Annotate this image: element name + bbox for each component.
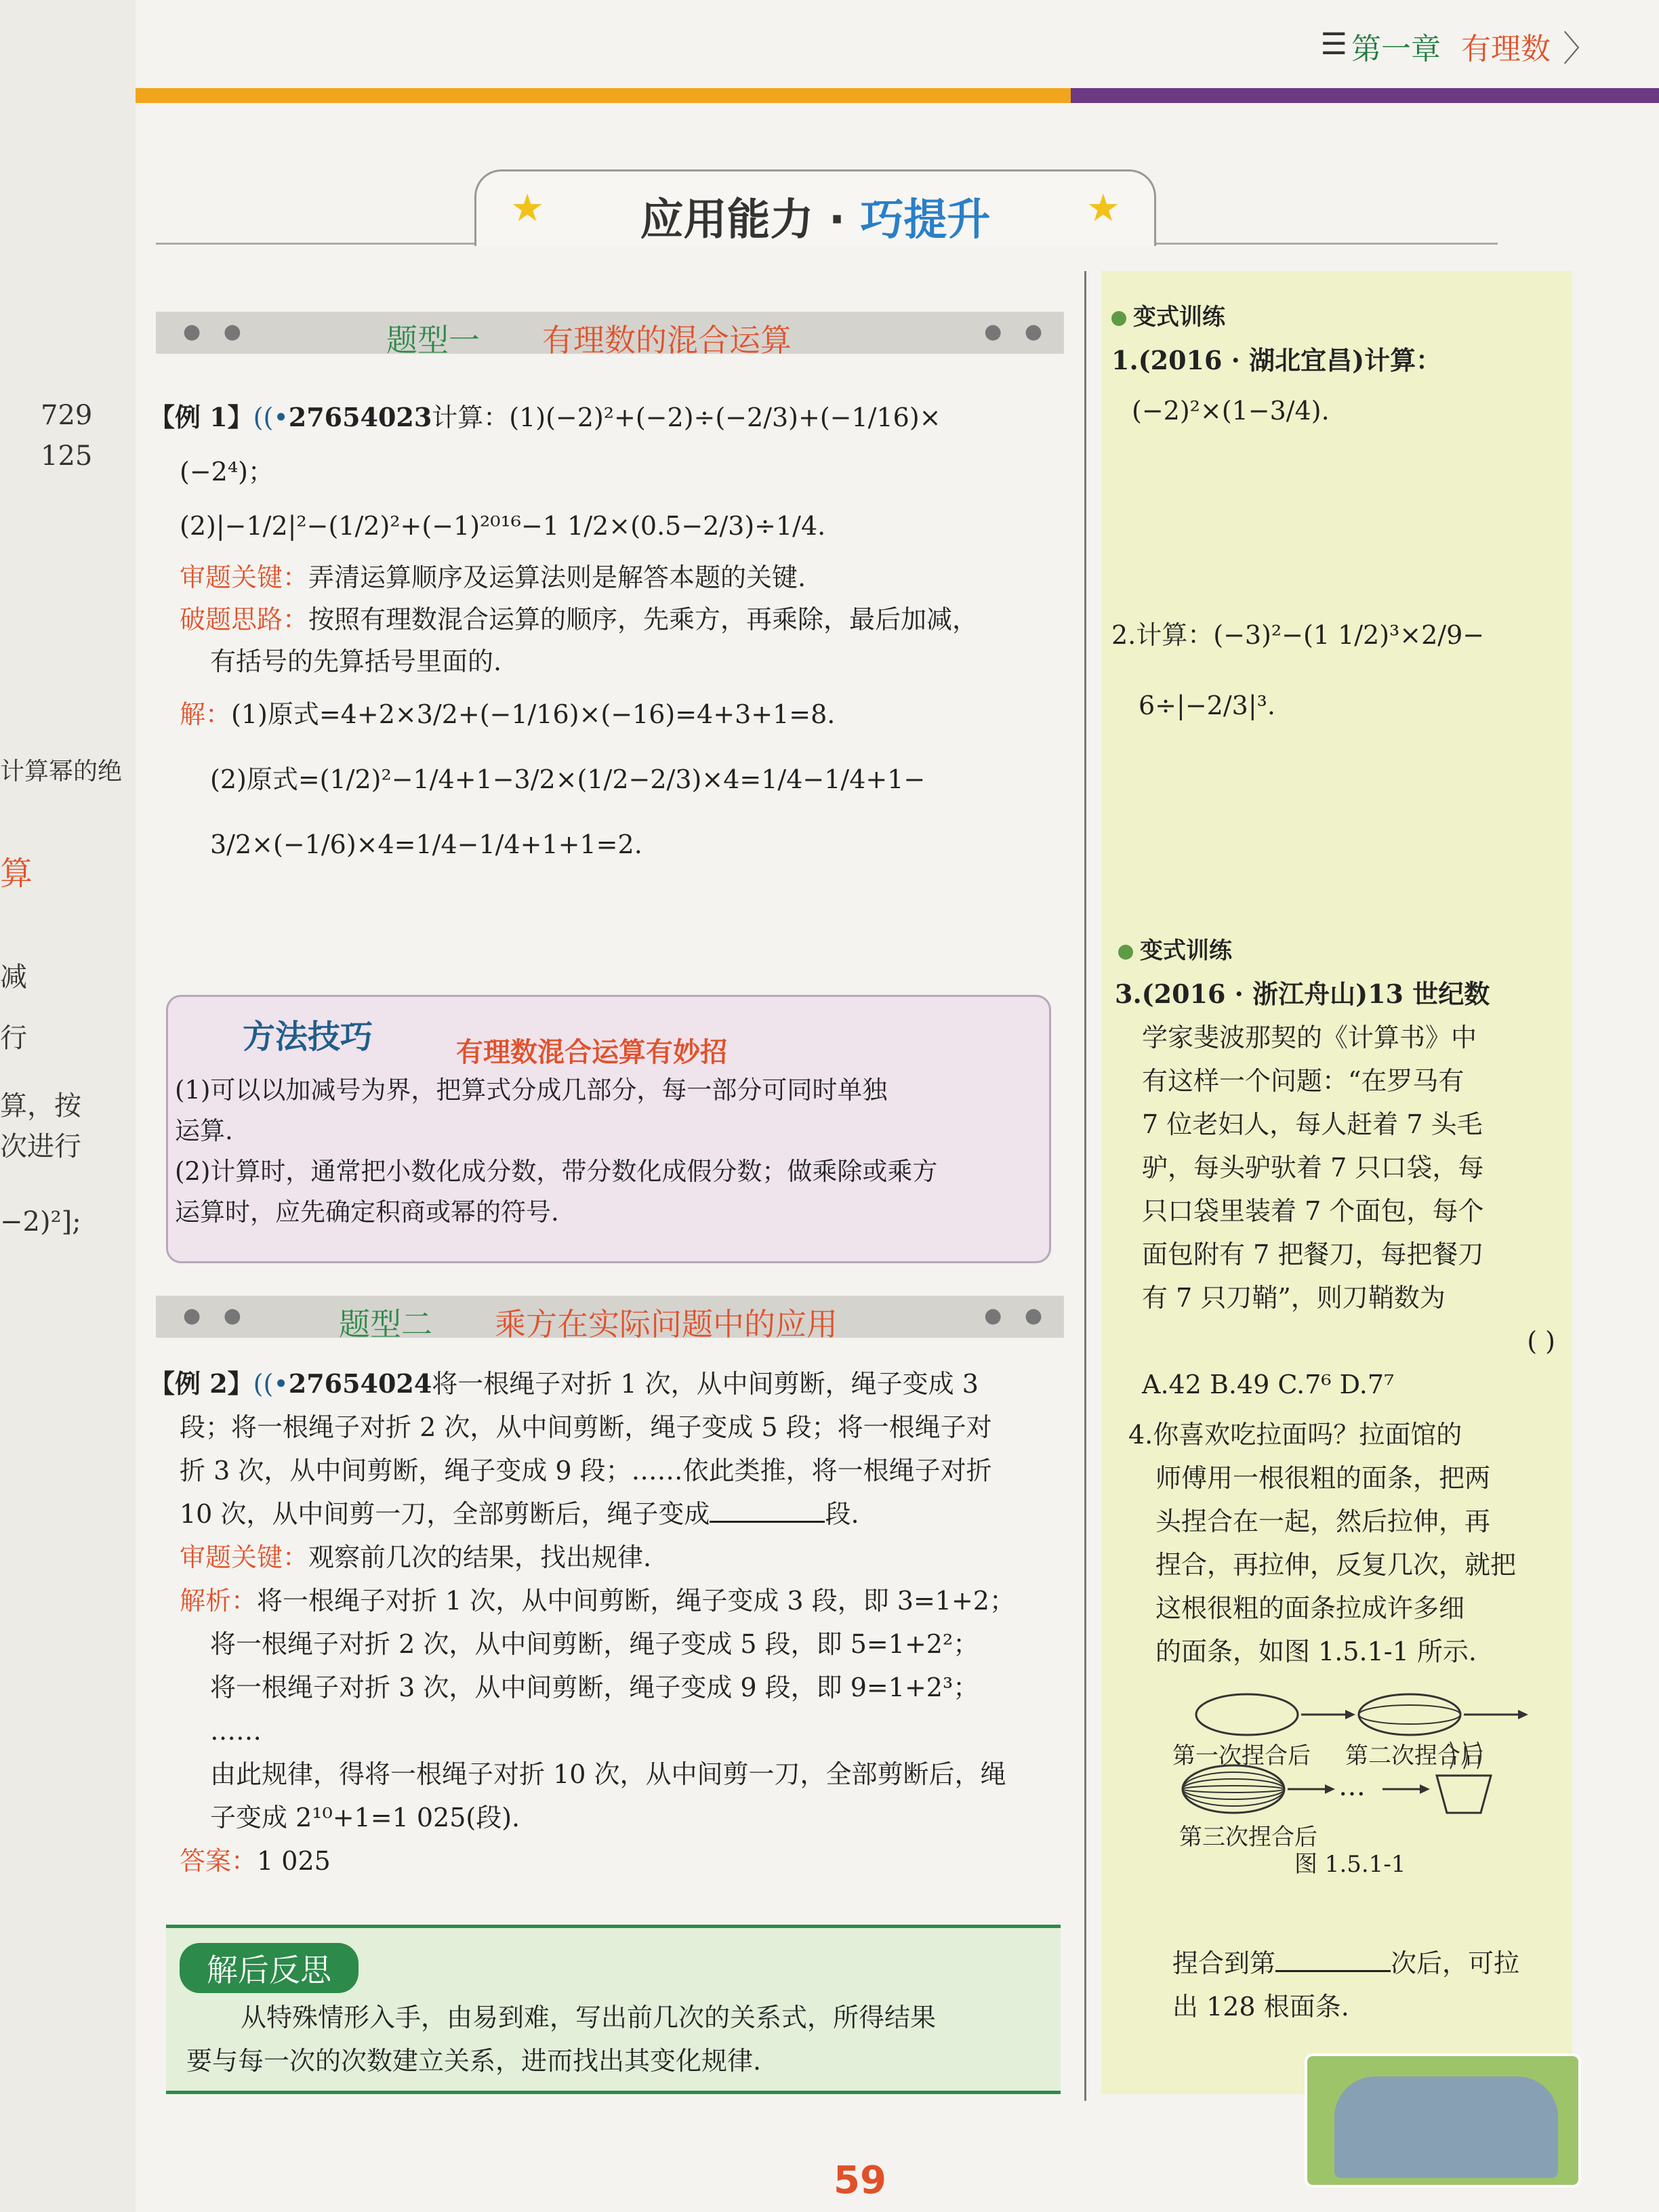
question-text: 次后，可拉: [1391, 1948, 1520, 1978]
analysis-line: ……: [210, 1716, 262, 1746]
fragment: 算，按: [0, 1090, 81, 1122]
method-text: (2)计算时，通常把小数化成分数，带分数化成假分数；做乘除或乘方: [175, 1157, 938, 1186]
section-topic: 乘方在实际问题中的应用: [495, 1306, 838, 1343]
star-icon: ★: [510, 186, 545, 230]
method-subheading: 有理数混合运算有妙招: [456, 1037, 727, 1068]
page-number: 59: [834, 2158, 886, 2203]
question-text: 捏合到第: [1172, 1948, 1276, 1978]
question-text: 1.(2016 · 湖北宜昌)计算：: [1111, 345, 1442, 375]
method-text: (1)可以以加减号为界，把算式分成几部分，每一部分可同时单独: [175, 1076, 888, 1105]
example-line: 折 3 次，从中间剪断，绳子变成 9 段；……依此类推，将一根绳子对折: [180, 1456, 992, 1486]
answer-options: A.42 B.49 C.7⁶ D.7⁷: [1142, 1370, 1395, 1399]
page-header: [136, 0, 1659, 102]
section-banner: [474, 169, 1156, 246]
section-heading-1: [156, 312, 1064, 359]
figure-label: 第二次捏合后: [1345, 1742, 1483, 1769]
analysis-label: 解析：: [180, 1586, 258, 1616]
title-part1: 应用能力: [640, 195, 814, 245]
practice-q4-end: [1172, 1942, 1565, 2028]
practice-tag: 变式训练: [1111, 298, 1225, 331]
question-text: 2.计算：(−3)²−(1 1/2)³×2/9−: [1111, 620, 1485, 650]
example-code: 27654024: [288, 1368, 432, 1399]
fragment: 125: [41, 441, 93, 472]
key-text: 观察前几次的结果，找出规律.: [308, 1542, 652, 1572]
chapter-title: 有理数: [1461, 32, 1551, 66]
example-code: 27654023: [288, 402, 432, 432]
chapter-number: 第一章: [1351, 32, 1441, 66]
star-icon: ★: [1086, 186, 1120, 230]
practice-q1: [1111, 339, 1559, 432]
solution-line: (1)原式=4+2×3/2+(−1/16)×(−16)=4+3+1=8.: [231, 699, 836, 729]
answer-paren[interactable]: ( ): [1527, 1326, 1555, 1356]
example-line: 段；将一根绳子对折 2 次，从中间剪断，绳子变成 5 段；将一根绳子对: [180, 1412, 992, 1442]
analysis-line: 将一根绳子对折 1 次，从中间剪断，绳子变成 3 段，即 3=1+2；: [257, 1586, 1015, 1616]
question-text: 这根很粗的面条拉成许多细: [1155, 1593, 1465, 1623]
question-text: 有 7 只刀鞘”，则刀鞘数为: [1142, 1283, 1446, 1313]
question-text: 3.(2016 · 浙江舟山)13 世纪数: [1115, 979, 1490, 1009]
practice-q4: [1128, 1413, 1569, 1673]
reflection-tag: 解后反思: [180, 1943, 359, 1993]
example-line: 将一根绳子对折 1 次，从中间剪断，绳子变成 3: [432, 1369, 979, 1399]
question-text: 学家斐波那契的《计算书》中: [1142, 1023, 1477, 1052]
fragment: 729: [41, 400, 93, 431]
answer-label: 答案：: [180, 1846, 258, 1876]
question-text: 只口袋里装着 7 个面包，每个: [1142, 1196, 1484, 1226]
section-heading-2: [156, 1296, 1064, 1343]
question-text: 有这样一个问题：“在罗马有: [1142, 1066, 1465, 1096]
section-label: 题型一: [386, 322, 480, 359]
question-text: 出 128 根面条.: [1172, 1992, 1349, 2022]
solution-label: 解：: [180, 699, 232, 729]
analysis-line: 将一根绳子对折 3 次，从中间剪断，绳子变成 9 段，即 9=1+2³；: [210, 1673, 979, 1702]
figure-label: 第一次捏合后: [1172, 1742, 1311, 1769]
example-1: [149, 396, 1064, 865]
idea-text: 按照有理数混合运算的顺序，先乘方，再乘除，最后加减，: [308, 605, 979, 634]
question-text: (−2)²×(1−3/4).: [1132, 396, 1330, 426]
chapter-label: [1351, 24, 1551, 68]
fragment: −2)²];: [0, 1206, 81, 1237]
analysis-line: 由此规律，得将一根绳子对折 10 次，从中间剪一刀，全部剪断后，绳: [210, 1759, 1006, 1789]
question-text: 4.你喜欢吃拉面吗？拉面馆的: [1128, 1420, 1462, 1450]
question-text: 的面条，如图 1.5.1-1 所示.: [1155, 1637, 1477, 1666]
reflection-box: [166, 1925, 1061, 2094]
fragment: 行: [0, 1023, 27, 1054]
question-text: 捏合，再拉伸，反复几次，就把: [1155, 1550, 1517, 1580]
chevron-right-icon: 〉: [1562, 29, 1598, 70]
header-bar-purple: [1071, 88, 1659, 103]
figure-caption: 图 1.5.1-1: [1294, 1851, 1406, 1878]
cartoon-rock: [1334, 2076, 1558, 2178]
column-divider: [1084, 271, 1086, 2101]
question-text: 7 位老妇人，每人赶着 7 头毛: [1142, 1109, 1483, 1139]
practice-tag: 变式训练: [1118, 932, 1232, 965]
example-line: (2)|−1/2|²−(1/2)²+(−1)²⁰¹⁶−1 1/2×(0.5−2/3)÷1/4.: [180, 511, 826, 541]
header-bar-orange: [136, 88, 1071, 103]
solution-line: 3/2×(−1/6)×4=1/4−1/4+1+1=2.: [210, 830, 642, 859]
example-line: 10 次，从中间剪一刀，全部剪断后，绳子变成: [180, 1499, 710, 1529]
question-text: 头捏合在一起，然后拉伸，再: [1155, 1507, 1491, 1536]
dots-decoration: ● ●: [984, 1304, 1050, 1328]
dots-decoration: ● ●: [183, 1304, 249, 1328]
example-2: [149, 1362, 1064, 1883]
fragment: 次进行: [0, 1131, 81, 1162]
method-heading: 方法技巧: [243, 1018, 373, 1056]
cartoon-illustration: [1305, 2053, 1581, 2188]
key-text: 弄清运算顺序及运算法则是解答本题的关键.: [308, 562, 806, 592]
reflection-text: 从特殊情形入手，由易到难，写出前几次的关系式，所得结果: [241, 2003, 937, 2032]
noodle-figure: [1166, 1687, 1545, 1904]
question-text: 师傅用一根很粗的面条，把两: [1155, 1463, 1491, 1493]
fragment: 减: [0, 962, 27, 993]
example-line: 计算：(1)(−2)²+(−2)÷(−2/3)+(−1/16)×: [432, 403, 941, 432]
list-icon: ☰: [1320, 27, 1347, 62]
solution-line: (2)原式=(1/2)²−1/4+1−3/2×(1/2−2/3)×4=1/4−1/4+1−: [210, 764, 926, 794]
question-text: 驴，每头驴驮着 7 只口袋，每: [1142, 1153, 1484, 1183]
previous-page-sliver: [0, 0, 136, 2212]
example-line: 段.: [825, 1499, 859, 1529]
key-label: 审题关键：: [180, 1542, 309, 1572]
wifi-icon: ((•: [253, 1369, 289, 1399]
question-text: 6÷|−2/3|³.: [1139, 691, 1275, 720]
reflection-text: 要与每一次的次数建立关系，进而找出其变化规律.: [186, 2046, 762, 2076]
practice-q2: [1111, 613, 1559, 727]
idea-label: 破题思路：: [180, 605, 309, 634]
answer-value: 1 025: [257, 1846, 331, 1876]
fragment: 算: [0, 855, 33, 893]
analysis-line: 子变成 2¹⁰+1=1 025(段).: [210, 1803, 520, 1832]
section-topic: 有理数的混合运算: [542, 322, 792, 359]
method-text: 运算时，应先确定积商或幂的符号.: [175, 1197, 559, 1227]
title-part2: 巧提升: [860, 195, 991, 245]
method-text: 运算.: [175, 1116, 233, 1145]
question-text: 面包附有 7 把餐刀，每把餐刀: [1142, 1240, 1484, 1269]
method-box: [166, 995, 1051, 1263]
example-tag: 【例 1】: [149, 402, 253, 432]
idea-text: 有括号的先算括号里面的.: [210, 647, 502, 676]
answer-blank[interactable]: [1275, 1970, 1391, 1972]
title-dot: ·: [828, 195, 846, 245]
practice-q3: [1115, 972, 1569, 1406]
page-title: [476, 185, 1154, 247]
section-label: 题型二: [339, 1306, 432, 1343]
analysis-line: 将一根绳子对折 2 次，从中间剪断，绳子变成 5 段，即 5=1+2²；: [210, 1629, 979, 1659]
key-label: 审题关键：: [180, 562, 309, 592]
example-tag: 【例 2】: [149, 1368, 253, 1399]
fragment: 计算幂的绝: [0, 758, 123, 785]
figure-ellipsis: …: [1338, 1771, 1366, 1802]
example-line: (−2⁴)；: [180, 457, 274, 487]
wifi-icon: ((•: [253, 403, 289, 432]
figure-label: 第三次捏合后: [1179, 1824, 1317, 1851]
dots-decoration: ● ●: [984, 320, 1050, 344]
answer-blank[interactable]: [710, 1521, 825, 1523]
dots-decoration: ● ●: [183, 320, 249, 344]
